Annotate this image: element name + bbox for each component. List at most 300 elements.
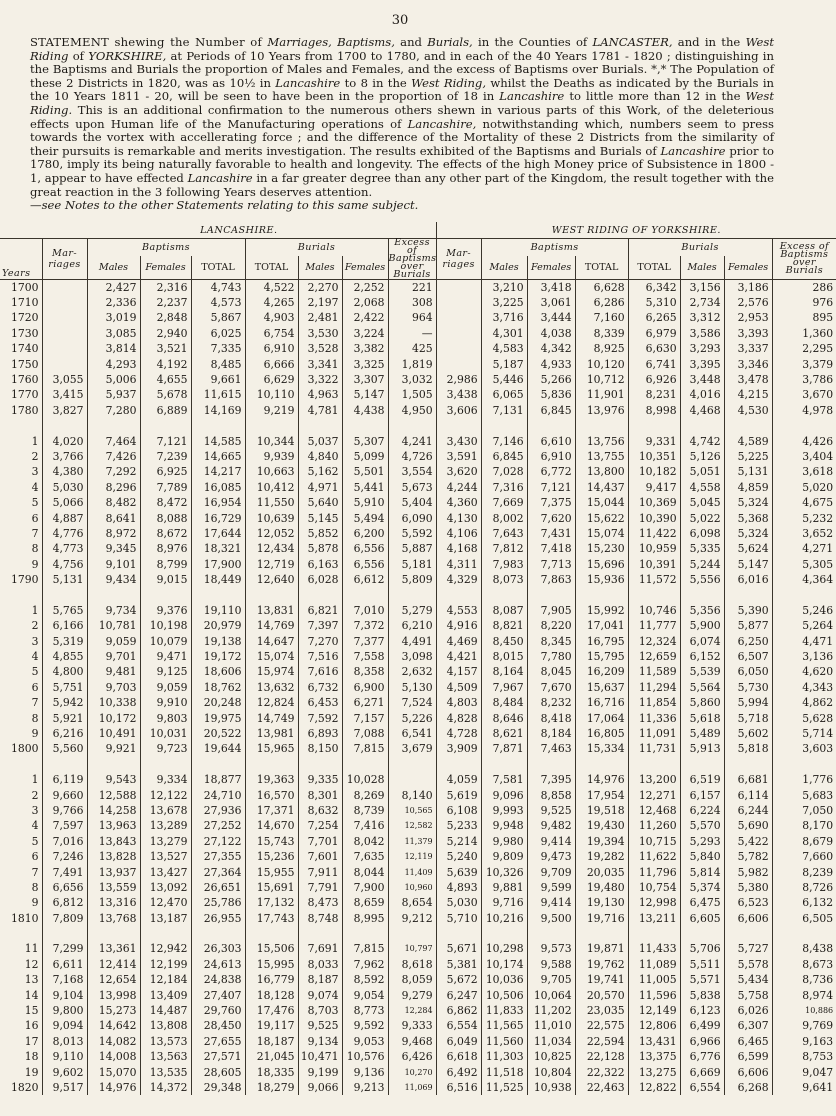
year-cell: 7: [31, 696, 39, 710]
table-row: [0, 941, 836, 956]
value-cell: 6,163: [298, 557, 342, 572]
value-cell: [436, 356, 481, 371]
value-cell: 7,010: [342, 603, 388, 618]
value-cell: 9,709: [527, 864, 575, 879]
value-cell: 6,065: [481, 387, 527, 402]
value-cell: 5,814: [680, 864, 724, 879]
value-cell: 20,248: [191, 695, 245, 710]
value-cell: 3,528: [298, 341, 342, 356]
value-cell: 4,728: [436, 726, 481, 741]
gap-cell: [680, 926, 724, 941]
value-cell: 7,016: [42, 834, 87, 849]
value-cell: 8,995: [342, 911, 388, 926]
value-cell: 9,331: [628, 433, 680, 448]
year-cell: 14: [24, 988, 39, 1002]
value-cell: 15,273: [87, 1003, 140, 1018]
value-cell: 7,581: [481, 772, 527, 787]
value-cell: 3,322: [298, 372, 342, 387]
value-cell: 6,492: [436, 1064, 481, 1079]
value-cell: 9,015: [140, 572, 191, 587]
value-cell: 3,379: [772, 356, 836, 371]
value-cell: 5,765: [42, 603, 87, 618]
value-cell: 5,564: [680, 680, 724, 695]
value-cell: 7,983: [481, 557, 527, 572]
value-cell: 8,703: [298, 1003, 342, 1018]
value-cell: 2,336: [87, 295, 140, 310]
value-cell: 15,074: [245, 649, 298, 664]
value-cell: 3,478: [724, 372, 772, 387]
value-cell: 5,310: [628, 295, 680, 310]
value-cell: 7,254: [298, 818, 342, 833]
value-cell: 5,683: [772, 787, 836, 802]
value-cell: 14,437: [575, 480, 628, 495]
value-cell: 15,691: [245, 880, 298, 895]
year-cell: 4: [31, 480, 39, 494]
value-cell: 13,527: [140, 849, 191, 864]
value-cell: 2,422: [342, 310, 388, 325]
value-cell: 8,618: [388, 957, 436, 972]
value-cell: 23,035: [575, 1003, 628, 1018]
value-cell: 13,998: [87, 987, 140, 1002]
value-cell: 20,522: [191, 726, 245, 741]
value-cell: 4,244: [436, 480, 481, 495]
value-cell: 9,723: [140, 741, 191, 756]
males-header-wr: Males: [481, 256, 527, 279]
value-cell: 6,862: [436, 1003, 481, 1018]
value-cell: 13,279: [140, 834, 191, 849]
value-cell: 19,394: [575, 834, 628, 849]
value-cell: 7,789: [140, 480, 191, 495]
value-cell: 6,025: [191, 326, 245, 341]
gap-cell: [388, 757, 436, 772]
value-cell: 4,893: [436, 880, 481, 895]
value-cell: 19,741: [575, 972, 628, 987]
table-row: [0, 464, 836, 479]
value-cell: 6,244: [724, 803, 772, 818]
value-cell: 13,573: [140, 1034, 191, 1049]
value-cell: 2,427: [87, 280, 140, 295]
value-cell: 11,854: [628, 695, 680, 710]
value-cell: 16,805: [575, 726, 628, 741]
value-cell: 15,743: [245, 834, 298, 849]
value-cell: 21,045: [245, 1049, 298, 1064]
value-cell: 9,592: [342, 1018, 388, 1033]
gap-cell: [298, 926, 342, 941]
value-cell: 6,114: [724, 787, 772, 802]
table-row: [0, 787, 836, 802]
gap-cell: [436, 926, 481, 941]
value-cell: 12,824: [245, 695, 298, 710]
value-cell: 12,806: [628, 1018, 680, 1033]
value-cell: 9,716: [481, 895, 527, 910]
value-cell: 14,642: [87, 1018, 140, 1033]
year-cell: 9: [31, 557, 39, 571]
value-cell: 16,716: [575, 695, 628, 710]
value-cell: 3,415: [42, 387, 87, 402]
value-cell: 28,450: [191, 1018, 245, 1033]
value-cell: 6,026: [724, 1003, 772, 1018]
value-cell: 5,356: [680, 603, 724, 618]
value-cell: 6,845: [481, 449, 527, 464]
value-cell: 5,374: [680, 880, 724, 895]
table-body: [0, 280, 836, 1096]
value-cell: 9,948: [481, 818, 527, 833]
value-cell: 5,380: [724, 880, 772, 895]
burials-header: Burials: [245, 239, 388, 257]
value-cell: 6,628: [575, 280, 628, 295]
value-cell: 3,210: [481, 280, 527, 295]
value-cell: 10,391: [628, 557, 680, 572]
gap-cell: [191, 926, 245, 941]
value-cell: 8,002: [481, 510, 527, 525]
value-cell: 4,020: [42, 433, 87, 448]
baptisms-header: Baptisms: [87, 239, 245, 257]
table-row: [0, 1018, 836, 1033]
value-cell: 10,825: [527, 1049, 575, 1064]
value-cell: 4,491: [388, 633, 436, 648]
value-cell: 8,042: [342, 834, 388, 849]
value-cell: 15,236: [245, 849, 298, 864]
value-cell: 7,316: [481, 480, 527, 495]
value-cell: 4,573: [191, 295, 245, 310]
value-cell: 24,838: [191, 972, 245, 987]
value-cell: 9,345: [87, 541, 140, 556]
value-cell: 7,397: [298, 618, 342, 633]
value-cell: 18,321: [191, 541, 245, 556]
gap-cell: [772, 418, 836, 433]
value-cell: 2,734: [680, 295, 724, 310]
value-cell: 3,430: [436, 433, 481, 448]
value-cell: 10,663: [245, 464, 298, 479]
value-cell: 10,110: [245, 387, 298, 402]
year-cell: 1740: [11, 342, 39, 356]
value-cell: 10,182: [628, 464, 680, 479]
value-cell: 11,615: [191, 387, 245, 402]
value-cell: 7,121: [140, 433, 191, 448]
value-cell: 4,859: [724, 480, 772, 495]
value-cell: 8,358: [342, 664, 388, 679]
value-cell: 8,592: [342, 972, 388, 987]
value-cell: 13,963: [87, 818, 140, 833]
value-cell: 5,628: [772, 710, 836, 725]
value-cell: 8,821: [481, 618, 527, 633]
value-cell: 11,034: [527, 1034, 575, 1049]
value-cell: 4,468: [680, 403, 724, 418]
gap-cell: [140, 587, 191, 602]
value-cell: 7,088: [342, 726, 388, 741]
value-cell: 6,152: [680, 649, 724, 664]
value-cell: 6,523: [724, 895, 772, 910]
value-cell: 5,181: [388, 557, 436, 572]
intro-paragraph: STATEMENT shewing the Number of Marriages, Baptisms, and Burials, in the Counties of LANCASTER, and in the West Riding of YORKSHIRE, at Periods of 10 Years from 1700 to 1780, and in each of the 40 Years 1781 - 1820 ; distinguishing in the Baptisms and Burials the proportion of Males and Females, and the excess of Baptisms over Burials. *,* The Population of these 2 Districts in 1820, was as 10½ in Lancashire to 8 in the West Riding, whilst the Deaths as indicated by the Burials in the 10 Years 1811 - 20, will be seen to have been in the proportion of 18 in Lancashire to little more than 12 in the West Riding. This is an additional confirmation to the numerous others shewn in various parts of this Work, of the deleterious effects upon Human life of the Manufacturing operations of Lancashire, notwithstanding which, numbers seem to press towards the vortex with accellerating force ; and the difference of the Mortality of these 2 Districts from the similarity of their pursuits is remarkable and merits investigation. The results exhibited of the Baptisms and Burials of Lancashire prior to 1780, imply its being naturally favorable to health and longevity. The effects of the high Money price of Subsistence in 1800 - 1, appear to have effected Lancashire in a far greater degree than any other part of the Kingdom, the result together with the great reaction in the 3 following Years deserves attention. —see Notes to the other Statements relating to this same subject.: [30, 35, 775, 213]
value-cell: 15,955: [245, 864, 298, 879]
value-cell: 4,655: [140, 372, 191, 387]
gap-cell: [772, 587, 836, 602]
table-row: [0, 356, 836, 371]
value-cell: 14,647: [245, 633, 298, 648]
value-cell: 4,726: [388, 449, 436, 464]
value-cell: 5,887: [388, 541, 436, 556]
gap-cell: [342, 418, 388, 433]
table-row: [0, 880, 836, 895]
table-row: [0, 664, 836, 679]
years-header: Years: [0, 239, 42, 280]
value-cell: 7,812: [481, 541, 527, 556]
value-cell: 9,414: [527, 895, 575, 910]
year-cell: 3: [31, 803, 39, 817]
year-cell: 3: [31, 634, 39, 648]
value-cell: 5,324: [724, 495, 772, 510]
gap-cell: [680, 587, 724, 602]
value-cell: 8,013: [42, 1034, 87, 1049]
value-cell: 6,610: [527, 433, 575, 448]
value-cell: 8,044: [342, 864, 388, 879]
gap-cell: [245, 587, 298, 602]
gap-cell: [680, 418, 724, 433]
value-cell: 12,998: [628, 895, 680, 910]
value-cell: 3,136: [772, 649, 836, 664]
value-cell: 7,168: [42, 972, 87, 987]
value-cell: 9,482: [527, 818, 575, 833]
value-cell: 10,412: [245, 480, 298, 495]
gap-cell: [87, 418, 140, 433]
value-cell: 19,871: [575, 941, 628, 956]
value-cell: 6,216: [42, 726, 87, 741]
value-cell: 5,147: [342, 387, 388, 402]
gap-cell: [527, 757, 575, 772]
value-cell: 9,096: [481, 787, 527, 802]
value-cell: 10,938: [527, 1080, 575, 1095]
value-cell: 11,005: [628, 972, 680, 987]
value-cell: [42, 310, 87, 325]
value-cell: 5,838: [680, 987, 724, 1002]
value-cell: 4,271: [772, 541, 836, 556]
value-cell: 3,061: [527, 295, 575, 310]
gap-cell: [342, 757, 388, 772]
value-cell: 4,421: [436, 649, 481, 664]
value-cell: 5,030: [436, 895, 481, 910]
value-cell: 4,364: [772, 572, 836, 587]
value-cell: 9,766: [42, 803, 87, 818]
value-cell: 7,962: [342, 957, 388, 972]
value-cell: 10,712: [575, 372, 628, 387]
value-cell: 2,986: [436, 372, 481, 387]
value-cell: 1,776: [772, 772, 836, 787]
value-cell: 6,016: [724, 572, 772, 587]
value-cell: 3,346: [724, 356, 772, 371]
value-cell: 18,335: [245, 1064, 298, 1079]
value-cell: 7,426: [87, 449, 140, 464]
value-cell: 6,554: [680, 1080, 724, 1095]
value-cell: 19,110: [191, 603, 245, 618]
value-cell: 8,673: [772, 957, 836, 972]
gap-cell: [724, 587, 772, 602]
value-cell: 7,146: [481, 433, 527, 448]
value-cell: 4,589: [724, 433, 772, 448]
value-cell: 7,635: [342, 849, 388, 864]
table-row: [0, 1003, 836, 1018]
value-cell: 4,916: [436, 618, 481, 633]
value-cell: 5,489: [680, 726, 724, 741]
value-cell: 4,862: [772, 695, 836, 710]
value-cell: 13,431: [628, 1034, 680, 1049]
value-cell: 5,809: [388, 572, 436, 587]
value-cell: 19,518: [575, 803, 628, 818]
value-cell: 11,572: [628, 572, 680, 587]
value-cell: 8,296: [87, 480, 140, 495]
value-cell: 4,855: [42, 649, 87, 664]
value-cell: 6,224: [680, 803, 724, 818]
value-cell: 5,710: [436, 911, 481, 926]
value-cell: 5,187: [481, 356, 527, 371]
value-cell: 6,772: [527, 464, 575, 479]
value-cell: 8,220: [527, 618, 575, 633]
year-cell: 6: [31, 511, 39, 525]
value-cell: 5,404: [388, 495, 436, 510]
value-cell: 3,418: [527, 280, 575, 295]
value-cell: [42, 280, 87, 295]
gap-cell: [191, 418, 245, 433]
value-cell: 8,269: [342, 787, 388, 802]
value-cell: 8,473: [298, 895, 342, 910]
value-cell: 6,889: [140, 403, 191, 418]
value-cell: 7,809: [42, 911, 87, 926]
year-cell: 1800: [11, 742, 39, 756]
value-cell: 9,414: [527, 834, 575, 849]
value-cell: 15,696: [575, 557, 628, 572]
value-cell: 4,742: [680, 433, 724, 448]
value-cell: 3,670: [772, 387, 836, 402]
value-cell: 11,560: [481, 1034, 527, 1049]
lancashire-heading: LANCASHIRE.: [200, 224, 278, 236]
row-gap: [0, 418, 836, 433]
value-cell: 11,010: [527, 1018, 575, 1033]
value-cell: 5,877: [724, 618, 772, 633]
value-cell: 5,381: [436, 957, 481, 972]
value-cell: 5,233: [436, 818, 481, 833]
value-cell: 11,596: [628, 987, 680, 1002]
value-cell: 7,491: [42, 864, 87, 879]
value-cell: 13,361: [87, 941, 140, 956]
value-cell: 12,434: [245, 541, 298, 556]
year-cell: 1710: [11, 296, 39, 310]
value-cell: 26,651: [191, 880, 245, 895]
value-cell: 2,197: [298, 295, 342, 310]
year-cell: 9: [31, 727, 39, 741]
value-cell: 15,044: [575, 495, 628, 510]
value-cell: 9,525: [298, 1018, 342, 1033]
value-cell: 9,993: [481, 803, 527, 818]
value-cell: 6,554: [436, 1018, 481, 1033]
value-cell: 5,578: [724, 957, 772, 972]
value-cell: 9,104: [42, 987, 87, 1002]
value-cell: 6,210: [388, 618, 436, 633]
value-cell: 11,294: [628, 680, 680, 695]
value-cell: 13,211: [628, 911, 680, 926]
value-cell: 9,471: [140, 649, 191, 664]
value-cell: 11,433: [628, 941, 680, 956]
value-cell: 16,085: [191, 480, 245, 495]
value-cell: 7,157: [342, 710, 388, 725]
females-header: Females: [342, 256, 388, 279]
value-cell: 9,434: [87, 572, 140, 587]
value-cell: 10,216: [481, 911, 527, 926]
value-cell: 4,380: [42, 464, 87, 479]
value-cell: 3,307: [342, 372, 388, 387]
value-cell: 8,073: [481, 572, 527, 587]
value-cell: 14,082: [87, 1034, 140, 1049]
value-cell: 13,756: [575, 433, 628, 448]
value-cell: 7,280: [87, 403, 140, 418]
value-cell: 3,382: [342, 341, 388, 356]
year-cell: 18: [24, 1050, 39, 1064]
value-cell: 8,450: [481, 633, 527, 648]
gap-cell: [575, 587, 628, 602]
value-cell: 5,730: [724, 680, 772, 695]
value-cell: 5,305: [772, 557, 836, 572]
value-cell: 9,939: [245, 449, 298, 464]
value-cell: 5,162: [298, 464, 342, 479]
value-cell: 5,501: [342, 464, 388, 479]
value-cell: 5,718: [724, 710, 772, 725]
value-cell: 2,632: [388, 664, 436, 679]
table-row: [0, 1034, 836, 1049]
value-cell: 9,921: [87, 741, 140, 756]
value-cell: 5,852: [298, 526, 342, 541]
value-cell: 9,199: [298, 1064, 342, 1079]
value-cell: 3,444: [527, 310, 575, 325]
value-cell: 9,054: [342, 987, 388, 1002]
value-cell: 13,755: [575, 449, 628, 464]
value-cell: 5,145: [298, 510, 342, 525]
value-cell: 17,371: [245, 803, 298, 818]
value-cell: 5,266: [527, 372, 575, 387]
value-cell: 3,098: [388, 649, 436, 664]
value-cell: 15,637: [575, 680, 628, 695]
value-cell: 5,539: [680, 664, 724, 679]
value-cell: 17,644: [191, 526, 245, 541]
value-cell: 8,972: [87, 526, 140, 541]
value-cell: 5,860: [680, 695, 724, 710]
value-cell: 2,953: [724, 310, 772, 325]
value-cell: 9,543: [87, 772, 140, 787]
value-cell: 11,525: [481, 1080, 527, 1095]
value-cell: 9,468: [388, 1034, 436, 1049]
males-header: Males: [298, 256, 342, 279]
table-row: [0, 341, 836, 356]
value-cell: 7,463: [527, 741, 575, 756]
value-cell: 12,052: [245, 526, 298, 541]
table-row: [0, 295, 836, 310]
value-cell: 5,900: [680, 618, 724, 633]
value-cell: 6,074: [680, 633, 724, 648]
value-cell: 9,376: [140, 603, 191, 618]
value-cell: 9,219: [245, 403, 298, 418]
table-row: [0, 987, 836, 1002]
value-cell: 4,192: [140, 356, 191, 371]
value-cell: 6,499: [680, 1018, 724, 1033]
value-cell: 7,239: [140, 449, 191, 464]
value-cell: 5,878: [298, 541, 342, 556]
value-cell: 8,799: [140, 557, 191, 572]
year-cell: 1790: [11, 573, 39, 587]
gap-cell: [436, 757, 481, 772]
gap-cell: [42, 757, 87, 772]
value-cell: 4,583: [481, 341, 527, 356]
value-cell: 8,484: [481, 695, 527, 710]
value-cell: 14,976: [575, 772, 628, 787]
value-cell: 9,661: [191, 372, 245, 387]
